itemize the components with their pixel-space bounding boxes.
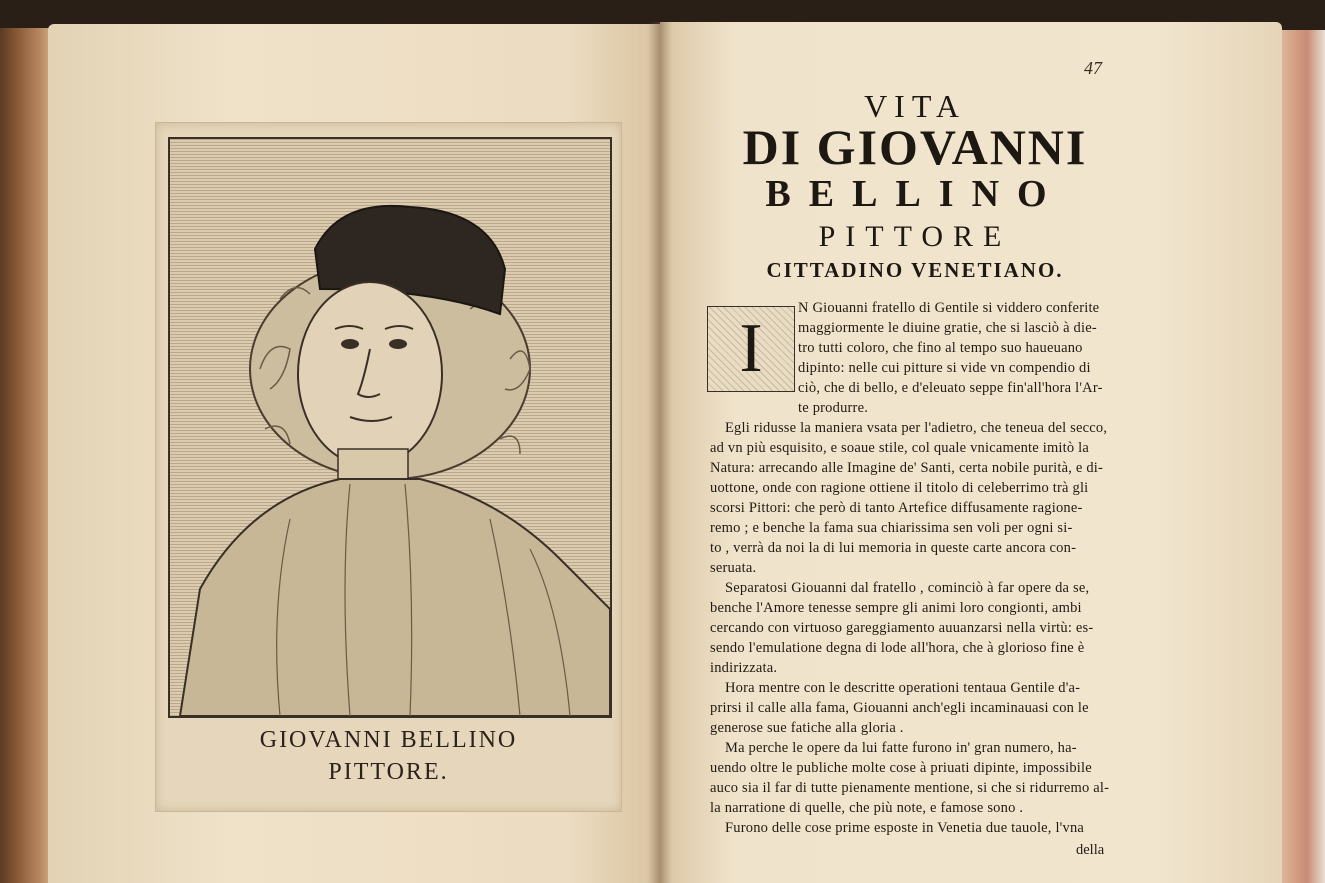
text-line: uottone, onde con ragione ottiene il titolo di celeberrimo trà gli	[710, 480, 1089, 496]
text-line: maggiormente le diuine gratie, che si lasciò à die-	[798, 320, 1097, 336]
text-line: Natura: arrecando alle Imagine de' Santi, certa nobile purità, e di-	[710, 460, 1104, 476]
text-line: indirizzata.	[710, 660, 778, 676]
text-line: tro tutti coloro, che fino al tempo suo haueuano	[798, 340, 1083, 356]
text-line: sendo l'emulatione degna di lode all'hora, che à glorioso fine è	[710, 640, 1085, 656]
page-number: 47	[1084, 58, 1102, 78]
text-line: generose sue fatiche alla gloria .	[710, 720, 904, 736]
portrait-engraving	[168, 137, 612, 718]
text-line: benche l'Amore tenesse sempre gli animi loro congionti, ambi	[710, 600, 1082, 616]
text-line: te produrre.	[798, 400, 869, 416]
text-line: Furono delle cose prime esposte in Venetia due tauole, l'vna	[725, 820, 1085, 836]
robe-shape	[180, 479, 610, 716]
text-line: Separatosi Giouanni dal fratello , cominciò à far opere da se,	[725, 580, 1090, 596]
text-line: Ma perche le opere da lui fatte furono in' gran numero, ha-	[725, 740, 1077, 756]
text-line: Egli ridusse la maniera vsata per l'adietro, che teneua del secco,	[725, 420, 1108, 436]
decorated-initial: I	[707, 306, 795, 392]
book-gutter	[648, 22, 672, 883]
text-line: ad vn più esquisito, e soaue stile, col quale vnicamente imitò la	[710, 440, 1090, 456]
text-line: ciò, che di bello, e d'eleuato seppe fin'all'hora l'Ar-	[798, 380, 1103, 396]
title-line-vita: VITA	[864, 88, 966, 124]
text-line: auco sia il far di tutte pienamente mentione, si che si ridurremo al-	[710, 780, 1110, 796]
plate-caption-title: PITTORE.	[328, 759, 449, 785]
title-line-name: DI GIOVANNI	[742, 119, 1088, 175]
text-line: Hora mentre con le descritte operationi tentaua Gentile d'a-	[725, 680, 1081, 696]
text-line: scorsi Pittori: che però di tanto Artefice diffusamente ragione-	[710, 500, 1083, 516]
portrait-illustration	[170, 139, 610, 716]
portrait-plate	[155, 122, 622, 812]
text-line: cercando con virtuoso gareggiamento auuanzarsi nella virtù: es-	[710, 620, 1094, 636]
text-line: to , verrà da noi la di lui memoria in queste carte ancora con-	[710, 540, 1077, 556]
text-line: N Giouanni fratello di Gentile si viddero conferite	[798, 300, 1100, 316]
text-line: seruata.	[710, 560, 757, 576]
text-line: la narratione di quelle, che più note, e famose sono .	[710, 800, 1024, 816]
catchword: della	[1076, 842, 1105, 858]
title-line-profession: PITTORE	[818, 220, 1012, 253]
face-shape	[298, 282, 442, 466]
text-line: remo ; e benche la fama sua chiarissima sen voli per ogni si-	[710, 520, 1073, 536]
plate-caption-name: GIOVANNI BELLINO	[259, 727, 518, 753]
title-line-surname: BELLINO	[765, 173, 1065, 215]
title-line-citizenship: CITTADINO VENETIANO.	[766, 258, 1064, 282]
text-line: uendo oltre le publiche molte cose à priuati dipinte, impossibile	[710, 760, 1092, 776]
text-line: dipinto: nelle cui pitture si vide vn compendio di	[798, 360, 1091, 376]
text-line: prirsi il calle alla fama, Giouanni anch'egli incaminauasi con le	[710, 700, 1089, 716]
